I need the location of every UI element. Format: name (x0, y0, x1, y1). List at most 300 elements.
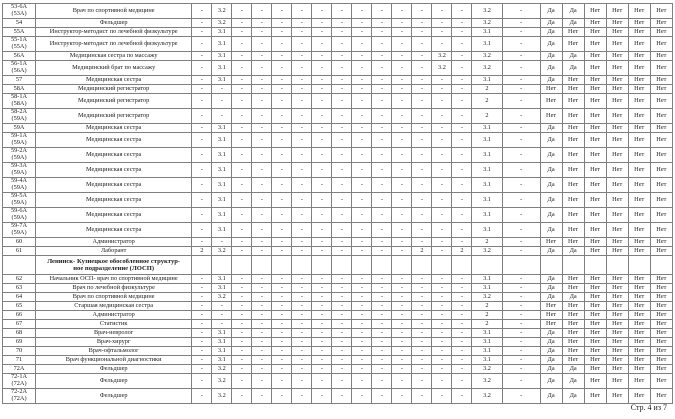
value-cell: - (392, 133, 412, 148)
value-cell: - (232, 28, 252, 37)
value-cell: - (412, 329, 432, 338)
value-cell: - (372, 124, 392, 133)
value-cell: - (502, 365, 540, 374)
value-cell: - (312, 193, 332, 208)
value-cell: 3.1 (472, 163, 502, 178)
value-cell: 3.1 (212, 284, 232, 293)
value-cell (352, 256, 372, 275)
value-cell: - (292, 37, 312, 52)
position-code: 64 (15, 292, 23, 300)
value-cell: - (372, 109, 392, 124)
value-cell: - (232, 163, 252, 178)
value-cell: - (432, 320, 452, 329)
value-cell: Нет (650, 28, 672, 37)
value-cell: - (352, 19, 372, 28)
value-cell: Нет (562, 238, 584, 247)
value-cell (272, 256, 292, 275)
position-code-cell (3, 275, 36, 284)
value-cell: 2 (192, 247, 212, 256)
position-code: 55-1А (10, 36, 28, 44)
value-cell: - (392, 94, 412, 109)
value-cell: - (192, 148, 212, 163)
value-cell: - (392, 247, 412, 256)
job-title-cell: Медицинская сестра (36, 148, 192, 163)
value-cell: - (312, 19, 332, 28)
table-row (3, 223, 673, 238)
value-cell: - (272, 338, 292, 347)
value-cell: - (372, 28, 392, 37)
value-cell: - (252, 374, 272, 389)
value-cell: - (412, 338, 432, 347)
value-cell: - (432, 178, 452, 193)
value-cell: Нет (650, 284, 672, 293)
table-row (3, 163, 673, 178)
value-cell: - (412, 124, 432, 133)
value-cell: - (272, 61, 292, 76)
value-cell: - (412, 320, 432, 329)
value-cell: Да (540, 37, 562, 52)
value-cell: - (332, 148, 352, 163)
value-cell: Нет (584, 94, 606, 109)
value-cell: - (252, 61, 272, 76)
value-cell: - (452, 193, 472, 208)
value-cell: Нет (584, 148, 606, 163)
value-cell: Нет (650, 148, 672, 163)
value-cell: - (312, 338, 332, 347)
value-cell: - (312, 94, 332, 109)
value-cell: - (452, 238, 472, 247)
value-cell: - (232, 85, 252, 94)
value-cell: - (352, 356, 372, 365)
value-cell: Нет (606, 148, 628, 163)
value-cell: - (272, 4, 292, 19)
value-cell: Нет (606, 178, 628, 193)
value-cell: - (372, 293, 392, 302)
value-cell: - (502, 76, 540, 85)
value-cell (650, 256, 672, 275)
value-cell (432, 256, 452, 275)
value-cell: - (432, 347, 452, 356)
value-cell: Нет (584, 28, 606, 37)
job-title-cell: Врач по спортивной медицине (36, 293, 192, 302)
value-cell: Нет (606, 338, 628, 347)
job-title-cell: Врач-офтальмолог (36, 347, 192, 356)
value-cell: - (352, 4, 372, 19)
value-cell: 2 (472, 109, 502, 124)
value-cell: - (232, 247, 252, 256)
value-cell: Нет (628, 293, 650, 302)
value-cell: - (502, 163, 540, 178)
value-cell: - (252, 37, 272, 52)
value-cell: - (192, 37, 212, 52)
table-row (3, 356, 673, 365)
value-cell: - (252, 302, 272, 311)
value-cell: - (192, 52, 212, 61)
value-cell: Нет (628, 85, 650, 94)
value-cell: 3.1 (472, 329, 502, 338)
value-cell: - (502, 124, 540, 133)
value-cell: - (292, 28, 312, 37)
value-cell: - (292, 124, 312, 133)
value-cell: - (292, 356, 312, 365)
value-cell: - (432, 329, 452, 338)
value-cell: - (252, 320, 272, 329)
value-cell: - (502, 208, 540, 223)
value-cell: - (252, 163, 272, 178)
staff-table (2, 3, 673, 404)
value-cell: - (502, 109, 540, 124)
value-cell: - (292, 365, 312, 374)
value-cell: - (352, 133, 372, 148)
value-cell: Нет (584, 356, 606, 365)
value-cell (212, 256, 232, 275)
table-row (3, 28, 673, 37)
value-cell: - (502, 37, 540, 52)
value-cell: - (232, 37, 252, 52)
value-cell: - (212, 109, 232, 124)
position-code: 59-6А (10, 207, 28, 215)
value-cell: Да (540, 293, 562, 302)
position-code: 59-2А (10, 147, 28, 155)
value-cell: - (192, 223, 212, 238)
value-cell: Нет (606, 61, 628, 76)
value-cell: - (412, 302, 432, 311)
value-cell: - (332, 329, 352, 338)
value-cell: 3.2 (472, 19, 502, 28)
value-cell: - (352, 284, 372, 293)
value-cell: - (292, 208, 312, 223)
value-cell: - (502, 238, 540, 247)
position-code: 58-1А (10, 93, 28, 101)
value-cell: - (502, 338, 540, 347)
value-cell: 3.1 (212, 193, 232, 208)
job-title-cell: Врач по лечебной физкультуре (36, 284, 192, 293)
position-code-parent: (55А) (11, 43, 27, 50)
value-cell: - (392, 52, 412, 61)
value-cell: - (372, 52, 392, 61)
value-cell: Да (540, 133, 562, 148)
value-cell: - (212, 238, 232, 247)
value-cell: - (312, 293, 332, 302)
position-code: 59А (13, 123, 25, 131)
value-cell: - (312, 148, 332, 163)
value-cell: Да (540, 148, 562, 163)
value-cell: Да (562, 365, 584, 374)
value-cell: - (312, 329, 332, 338)
value-cell: - (372, 329, 392, 338)
value-cell (192, 256, 212, 275)
value-cell: Нет (606, 193, 628, 208)
position-code: 67 (15, 319, 23, 327)
table-row (3, 124, 673, 133)
value-cell: Нет (650, 76, 672, 85)
value-cell: - (292, 178, 312, 193)
value-cell: Нет (584, 293, 606, 302)
value-cell: 3.1 (472, 275, 502, 284)
value-cell: Нет (584, 85, 606, 94)
value-cell: - (352, 76, 372, 85)
position-code-cell (3, 4, 36, 19)
value-cell: - (412, 94, 432, 109)
value-cell: Нет (584, 109, 606, 124)
value-cell: Нет (628, 124, 650, 133)
value-cell: - (432, 148, 452, 163)
value-cell: - (312, 178, 332, 193)
value-cell: 3.2 (212, 19, 232, 28)
position-code-parent: (59А) (11, 139, 27, 146)
value-cell: - (352, 329, 372, 338)
value-cell: - (272, 124, 292, 133)
value-cell: - (352, 28, 372, 37)
value-cell: Нет (650, 223, 672, 238)
table-row (3, 193, 673, 208)
value-cell: Нет (628, 365, 650, 374)
value-cell: - (392, 284, 412, 293)
table-row (3, 338, 673, 347)
value-cell: - (192, 208, 212, 223)
value-cell: - (392, 193, 412, 208)
position-code: 54 (15, 18, 23, 26)
value-cell (502, 256, 540, 275)
value-cell: - (432, 275, 452, 284)
value-cell: Да (540, 178, 562, 193)
value-cell: - (452, 109, 472, 124)
value-cell: - (192, 85, 212, 94)
position-code-cell (3, 338, 36, 347)
value-cell: Нет (650, 4, 672, 19)
job-title-cell: Врач-невролог (36, 329, 192, 338)
value-cell: - (392, 275, 412, 284)
value-cell: Нет (562, 329, 584, 338)
value-cell: 3.1 (212, 275, 232, 284)
value-cell: - (292, 19, 312, 28)
value-cell: Нет (584, 347, 606, 356)
value-cell: - (272, 275, 292, 284)
value-cell: Нет (606, 94, 628, 109)
value-cell: - (412, 133, 432, 148)
value-cell: 3.1 (212, 356, 232, 365)
value-cell: - (352, 311, 372, 320)
value-cell: - (412, 284, 432, 293)
value-cell: Нет (584, 76, 606, 85)
value-cell: - (352, 293, 372, 302)
value-cell: Да (540, 338, 562, 347)
value-cell: Нет (628, 389, 650, 404)
value-cell: - (292, 247, 312, 256)
value-cell: - (392, 223, 412, 238)
value-cell: Нет (606, 52, 628, 61)
position-code: 65 (15, 301, 23, 309)
value-cell: Нет (606, 293, 628, 302)
value-cell: 3.2 (472, 389, 502, 404)
page-number: Стр. 4 из 7 (630, 403, 667, 412)
value-cell: - (332, 61, 352, 76)
value-cell: Нет (562, 302, 584, 311)
value-cell: 2 (472, 311, 502, 320)
value-cell: - (232, 347, 252, 356)
value-cell: - (332, 320, 352, 329)
value-cell: - (452, 163, 472, 178)
value-cell: - (372, 223, 392, 238)
value-cell: - (232, 275, 252, 284)
value-cell: - (252, 338, 272, 347)
value-cell: - (412, 374, 432, 389)
table-row (3, 374, 673, 389)
position-code-cell (3, 109, 36, 124)
value-cell: - (432, 238, 452, 247)
value-cell: 3.1 (472, 356, 502, 365)
value-cell: Да (540, 124, 562, 133)
table-row (3, 311, 673, 320)
value-cell: Нет (584, 4, 606, 19)
value-cell: - (272, 193, 292, 208)
value-cell: 2 (412, 247, 432, 256)
value-cell: - (372, 208, 392, 223)
value-cell: - (232, 311, 252, 320)
value-cell: Нет (562, 338, 584, 347)
value-cell: - (272, 85, 292, 94)
value-cell: - (352, 208, 372, 223)
value-cell: Нет (628, 193, 650, 208)
position-code-cell (3, 52, 36, 61)
value-cell: - (412, 365, 432, 374)
value-cell: - (502, 133, 540, 148)
value-cell: - (332, 109, 352, 124)
value-cell (540, 256, 562, 275)
value-cell: Нет (650, 178, 672, 193)
table-row (3, 52, 673, 61)
job-title-cell: Врач по спортивной медицине (36, 4, 192, 19)
value-cell: Нет (584, 329, 606, 338)
job-title-cell: Медицинская сестра по массажу (36, 52, 192, 61)
value-cell: Нет (628, 320, 650, 329)
value-cell: - (352, 389, 372, 404)
value-cell (232, 256, 252, 275)
value-cell (372, 256, 392, 275)
value-cell: - (292, 52, 312, 61)
position-code-cell (3, 163, 36, 178)
value-cell: - (412, 275, 432, 284)
value-cell: - (292, 148, 312, 163)
value-cell: Нет (606, 76, 628, 85)
value-cell: - (252, 178, 272, 193)
value-cell: - (292, 389, 312, 404)
value-cell: - (332, 19, 352, 28)
value-cell: - (502, 347, 540, 356)
value-cell: 3.1 (212, 347, 232, 356)
value-cell: - (392, 61, 412, 76)
table-row (3, 85, 673, 94)
value-cell: 3.1 (212, 208, 232, 223)
value-cell: - (232, 389, 252, 404)
value-cell: - (502, 4, 540, 19)
value-cell: - (312, 238, 332, 247)
value-cell (412, 256, 432, 275)
value-cell: 3.2 (472, 52, 502, 61)
value-cell: - (392, 28, 412, 37)
value-cell: Нет (628, 4, 650, 19)
value-cell: - (212, 94, 232, 109)
value-cell: 3.1 (212, 223, 232, 238)
value-cell: - (192, 163, 212, 178)
value-cell (606, 256, 628, 275)
value-cell: 3.1 (212, 76, 232, 85)
value-cell: Нет (606, 4, 628, 19)
value-cell: - (432, 109, 452, 124)
value-cell: - (352, 37, 372, 52)
value-cell: - (232, 356, 252, 365)
value-cell: - (272, 76, 292, 85)
position-code-cell (3, 37, 36, 52)
value-cell: Нет (562, 76, 584, 85)
value-cell: Нет (628, 284, 650, 293)
value-cell: Нет (650, 133, 672, 148)
value-cell: - (292, 329, 312, 338)
value-cell: - (372, 163, 392, 178)
value-cell: - (232, 374, 252, 389)
table-row (3, 109, 673, 124)
position-code-cell (3, 374, 36, 389)
value-cell: - (372, 284, 392, 293)
job-title-cell: Фельдшер (36, 365, 192, 374)
position-code-cell (3, 302, 36, 311)
value-cell: - (412, 356, 432, 365)
value-cell: Нет (584, 338, 606, 347)
value-cell: - (352, 61, 372, 76)
value-cell: - (312, 389, 332, 404)
value-cell: - (332, 311, 352, 320)
value-cell: - (312, 284, 332, 293)
value-cell: - (502, 94, 540, 109)
value-cell: - (332, 293, 352, 302)
value-cell: - (312, 365, 332, 374)
position-code: 60 (15, 237, 23, 245)
value-cell: Да (562, 61, 584, 76)
job-title-cell: Врач функциональной диагностики (36, 356, 192, 365)
position-code-parent: (59А) (11, 169, 27, 176)
value-cell: Нет (628, 302, 650, 311)
value-cell: - (452, 85, 472, 94)
value-cell: - (232, 133, 252, 148)
value-cell: Нет (628, 94, 650, 109)
value-cell: - (332, 223, 352, 238)
value-cell: - (292, 223, 312, 238)
table-row (3, 37, 673, 52)
value-cell: - (312, 109, 332, 124)
value-cell: - (312, 275, 332, 284)
value-cell (628, 256, 650, 275)
value-cell: - (312, 311, 332, 320)
value-cell: - (392, 238, 412, 247)
value-cell: - (352, 247, 372, 256)
value-cell: Нет (562, 178, 584, 193)
value-cell: - (432, 193, 452, 208)
value-cell: 2 (472, 302, 502, 311)
value-cell: - (432, 284, 452, 293)
value-cell: - (452, 302, 472, 311)
value-cell: Нет (650, 247, 672, 256)
value-cell: - (432, 4, 452, 19)
value-cell: Нет (650, 311, 672, 320)
value-cell: - (502, 247, 540, 256)
value-cell: Нет (650, 37, 672, 52)
value-cell: Нет (606, 109, 628, 124)
value-cell: 3.1 (212, 124, 232, 133)
value-cell: - (232, 124, 252, 133)
position-code-cell (3, 61, 36, 76)
value-cell: - (192, 19, 212, 28)
position-code-parent: (53А) (11, 10, 27, 17)
